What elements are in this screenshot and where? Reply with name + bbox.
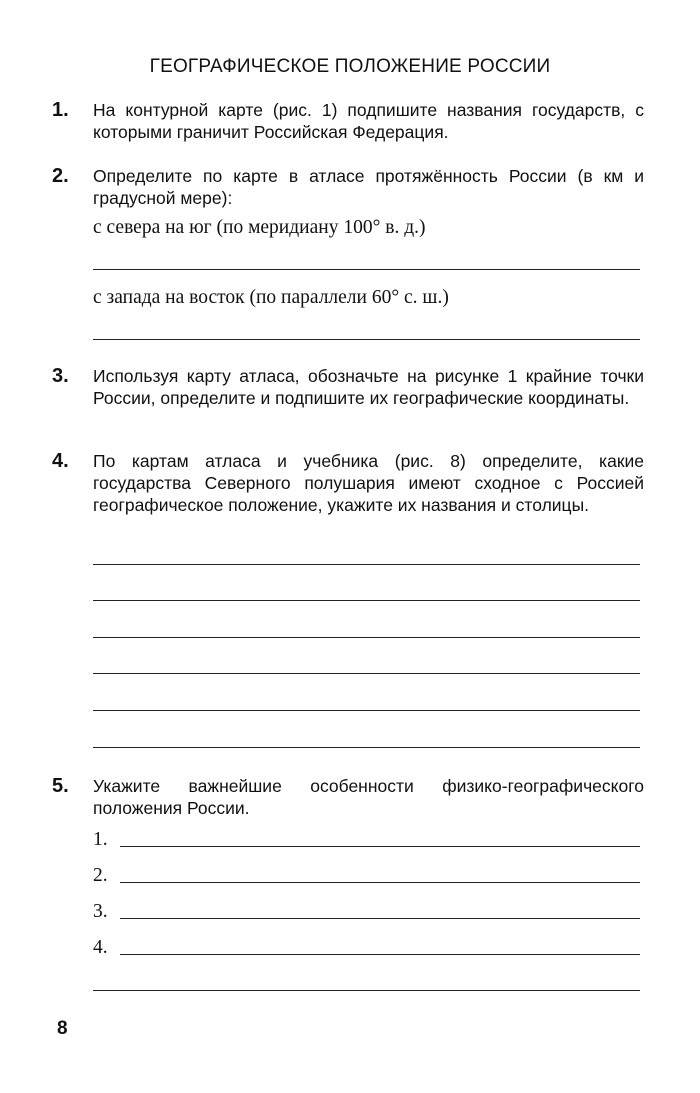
answer-line[interactable] [93, 710, 640, 711]
task-text: Определите по карте в атласе протяжённость России (в км и градусной мере): [93, 166, 644, 208]
answer-line[interactable] [93, 673, 640, 674]
task-number: 4. [52, 450, 69, 472]
answer-line[interactable] [93, 600, 640, 601]
answer-line[interactable] [120, 954, 640, 955]
task-4 [52, 450, 644, 516]
task-2-prompt-north-south: с севера на юг (по меридиану 100° в. д.) [93, 217, 426, 238]
answer-item-number: 2. [93, 865, 108, 886]
task-2 [52, 165, 644, 209]
task-text: По картам атласа и учебника (рис. 8) определите, какие государства Северного полушария имеют сходное с Россией географическое положение, укажите их названия и столицы. [93, 451, 644, 515]
task-number: 3. [52, 365, 69, 387]
answer-line[interactable] [93, 747, 640, 748]
task-1 [52, 99, 644, 143]
page-title: ГЕОГРАФИЧЕСКОЕ ПОЛОЖЕНИЕ РОССИИ [149, 56, 551, 77]
task-3 [52, 365, 644, 409]
task-number: 1. [52, 99, 69, 121]
task-5 [52, 775, 644, 819]
answer-line[interactable] [93, 637, 640, 638]
answer-line[interactable] [120, 846, 640, 847]
answer-item-number: 3. [93, 901, 108, 922]
answer-line[interactable] [120, 918, 640, 919]
answer-line[interactable] [93, 339, 640, 340]
answer-line[interactable] [120, 882, 640, 883]
task-number: 2. [52, 165, 69, 187]
answer-line[interactable] [93, 564, 640, 565]
task-text: Используя карту атласа, обозначьте на рисунке 1 крайние точки России, определите и подпишите их географические координаты. [93, 366, 644, 408]
page-number: 8 [57, 1018, 68, 1039]
task-2-prompt-west-east: с запада на восток (по параллели 60° с. ш.) [93, 287, 449, 308]
task-number: 5. [52, 775, 69, 797]
answer-line[interactable] [93, 269, 640, 270]
task-text: Укажите важнейшие особенности физико-географического положения России. [93, 776, 644, 818]
answer-item-number: 4. [93, 937, 108, 958]
task-text: На контурной карте (рис. 1) подпишите названия государств, с которыми граничит Российская Федерация. [93, 100, 644, 142]
answer-line[interactable] [93, 990, 640, 991]
answer-item-number: 1. [93, 829, 108, 850]
